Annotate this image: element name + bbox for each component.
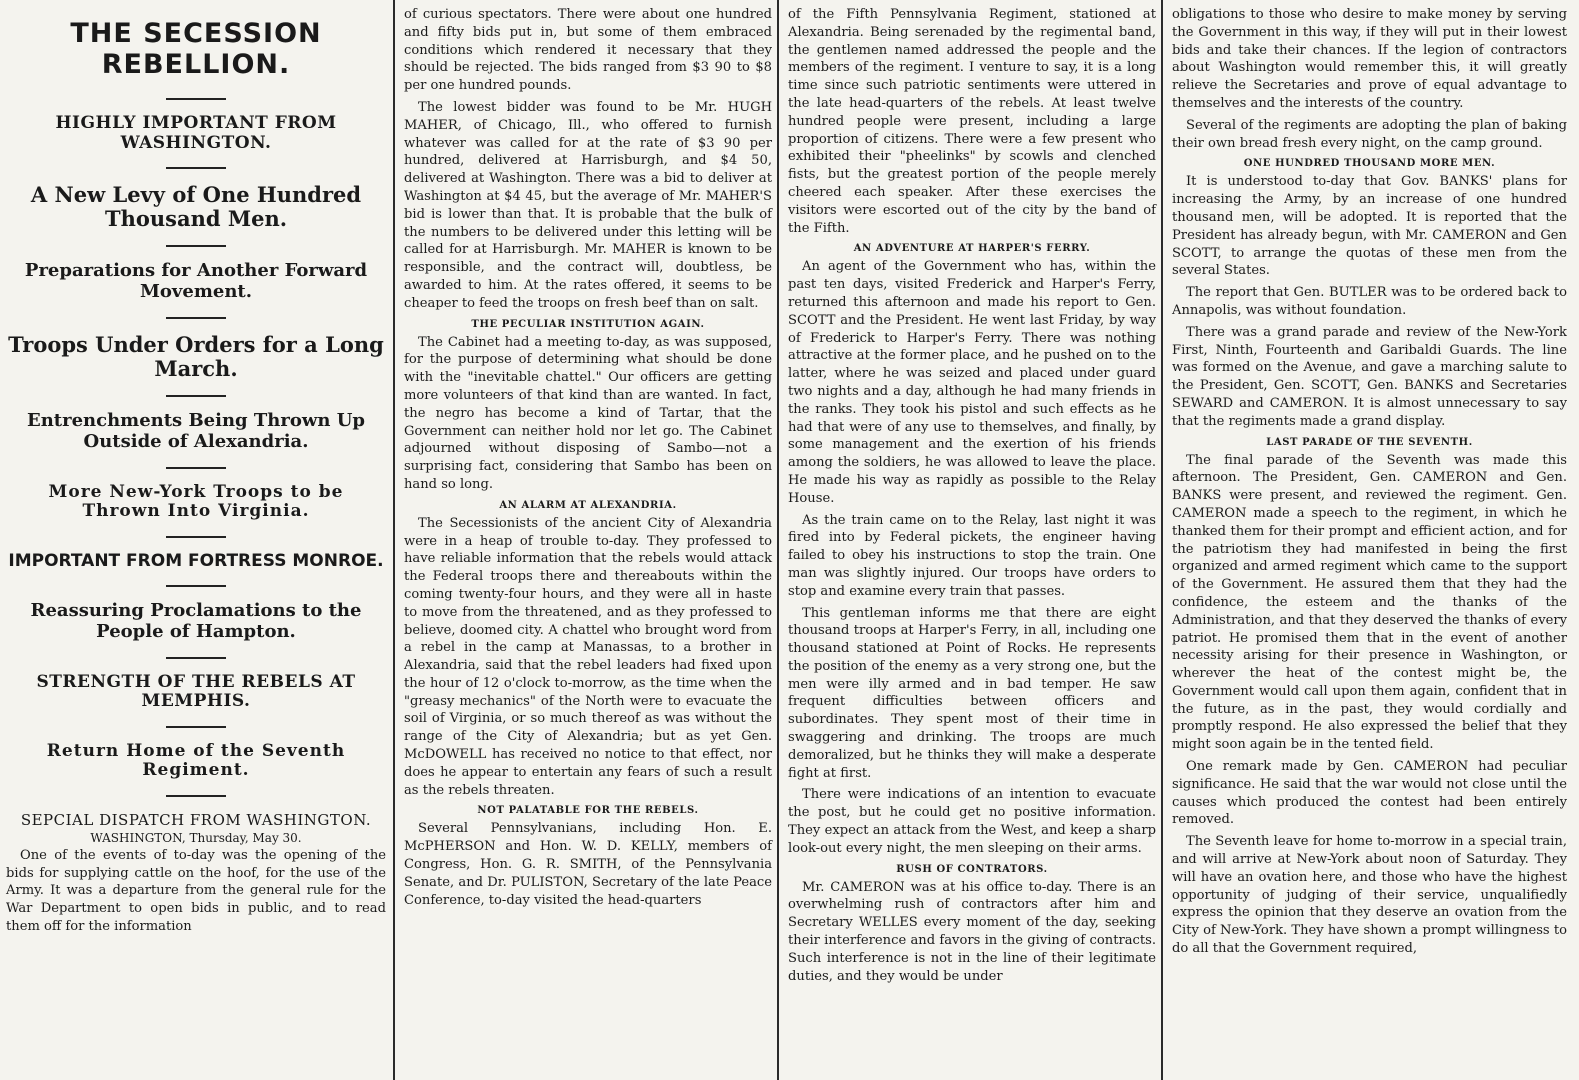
deck-headline: Preparations for Another Forward Movement.	[24, 260, 368, 303]
section-subheading: AN ALARM AT ALEXANDRIA.	[499, 499, 677, 511]
article-paragraph: It is understood to-day that Gov. BANKS' plans for increasing the Army, by an increase of one hundred thousand men, will be adopted. It is reported that the President has already begun, with Mr. CAMERON and Gen SCOTT, to arrange the quotas of these men from the several States.	[1172, 174, 1567, 279]
column-4	[1166, 0, 1571, 1080]
article-paragraph: The final parade of the Seventh was made this afternoon. The President, Gen. CAMERON and Gen. BANKS were present, and reviewed the regiment. Gen. CAMERON made a speech to the regiment, in which he thanked them for their prompt and efficient action, and for the patriotism they had manifested in being the first organized and armed regiment which came to the support of the Government. He assured them that they had the confidence, the esteem and the thanks of the Administration, and that they deserved the thanks of every patriot. He promised them that in the event of another necessity arising for their presence in Washington, or wherever the heat of the contest might be, the Government would call upon them again, confident that in the future, as in the past, they would cordially and promptly respond. He also expressed the belief that they might soon again be in the tented field.	[1172, 452, 1567, 753]
deck-headline: Reassuring Proclamations to the People of Hampton.	[30, 600, 362, 642]
article-paragraph: There were indications of an intention to evacuate the post, but he could get no positive information. They expect an attack from the West, and keep a sharp look-out every night, the men sleeping on their arms.	[788, 787, 1156, 856]
column-rule	[777, 0, 779, 1080]
article-paragraph: There was a grand parade and review of the New-York First, Ninth, Fourteenth and Garibaldi Guards. The line was formed on the Avenue, and gave a marching salute to the President, Gen. SCOTT, Gen. BANKS and Secretaries SEWARD and CAMERON. It is almost unnecessary to say that the regiments made a grand display.	[1172, 324, 1567, 429]
article-paragraph: obligations to those who desire to make money by serving the Government in this way, if they will put in their lowest bids and take their chances. If the legion of contractors about Washington would remember this, it will greatly relieve the Secretaries and prove of equal advantage to themselves and the interests of the country.	[1172, 7, 1567, 111]
divider	[166, 245, 226, 247]
divider	[166, 395, 226, 397]
article-paragraph: The report that Gen. BUTLER was to be ordered back to Annapolis, was without foundation.	[1172, 285, 1567, 318]
column-rule	[393, 0, 395, 1080]
dateline: WASHINGTON, Thursday, May 30.	[90, 830, 302, 845]
divider	[166, 317, 226, 319]
divider	[166, 795, 226, 797]
section-subheading: LAST PARADE OF THE SEVENTH.	[1266, 436, 1473, 448]
divider	[166, 536, 226, 538]
section-subheading: AN ADVENTURE AT HARPER'S FERRY.	[853, 243, 1091, 255]
section-subheading: THE PECULIAR INSTITUTION AGAIN.	[471, 318, 705, 330]
article-paragraph: One of the events of to-day was the opening of the bids for supplying cattle on the hoof, for the use of the Army. It was a departure from the general rule for the War Department to open bids in public, and to read them off for the information	[6, 847, 386, 934]
deck-headline: Troops Under Orders for a Long March.	[8, 331, 384, 381]
section-subheading: NOT PALATABLE FOR THE REBELS.	[477, 805, 699, 817]
article-paragraph: of the Fifth Pennsylvania Regiment, stationed at Alexandria. Being serenaded by the regimental band, the gentlemen named addressed the people and the members of the regiment. I venture to say, it is a long time since such patriotic sentiments were uttered in the late head-quarters of the rebels. At least twelve hundred people were present, including a large proportion of citizens. There were a few present who exhibited their "pheelinks" by scowls and clenched fists, but the greatest portion of the people merely cheered each speaker. After these exercises the visitors were escorted out of the city by the band of the Fifth.	[788, 7, 1156, 236]
article-paragraph: This gentleman informs me that there are eight thousand troops at Harper's Ferry, in all, including one thousand stationed at Point of Rocks. He represents the position of the enemy as a very strong one, but the men were illy armed and in bad temper. He saw frequent difficulties between officers and subordinates. They spent most of their time in swaggering and drinking. The troops are much demoralized, but he thinks they will make a desperate fight at first.	[788, 605, 1156, 781]
article-paragraph: An agent of the Government who has, within the past ten days, visited Frederick and Harper's Ferry, returned this afternoon and made his report to Gen. SCOTT and the President. He went last Friday, by way of Frederick to Harper's Ferry. There was nothing attractive at the former place, and he pushed on to the latter, where he was seized and placed under guard two nights and a day, although he had many friends in the ranks. They took his pistol and such effects as he had that were of any use to themselves, and finally, by some management and the exertion of his friends among the soldiers, he was allowed to leave the place. He made his way as rapidly as possible to the Relay House.	[788, 259, 1156, 506]
article-paragraph: Several of the regiments are adopting the plan of baking their own bread fresh every night, on the camp ground.	[1172, 117, 1567, 151]
article-paragraph: The Cabinet had a meeting to-day, as was supposed, for the purpose of determining what should be done with the "inevitable chattel." Our officers are getting more volunteers of that kind than are wanted. In fact, the negro has become a kind of Tartar, that the Government can neither hold nor let go. The Cabinet adjourned without disposing of Sambo—not a surprising fact, considering that Sambo has been on hand so long.	[404, 334, 772, 492]
deck-headline: Return Home of the Seventh Regiment.	[46, 740, 346, 781]
article-paragraph: One remark made by Gen. CAMERON had peculiar significance. He said that the war would not close until the causes which produced the contest had been entirely removed.	[1172, 759, 1567, 828]
column-rule	[1161, 0, 1163, 1080]
section-subheading: RUSH OF CONTRATORS.	[896, 863, 1048, 875]
article-paragraph: The Seventh leave for home to-morrow in a special train, and will arrive at New-York about noon of Saturday. They will have an ovation here, and those who have the highest opportunity of judging of their service, unqualifiedly express the opinion that they deserve an ovation from the City of New-York. They have shown a prompt willingness to do all that the Government required,	[1172, 834, 1567, 957]
section-subheading: ONE HUNDRED THOUSAND MORE MEN.	[1243, 158, 1496, 170]
divider	[166, 98, 226, 100]
article-paragraph: As the train came on to the Relay, last night it was fired into by Federal pickets, the engineer having failed to obey his instructions to stop the train. One man was slightly injured. Our troops have orders to stop and examine every train that passes.	[788, 512, 1156, 599]
deck-headline: More New-York Troops to be Thrown Into Virginia.	[48, 481, 344, 522]
divider	[166, 726, 226, 728]
article-paragraph: Mr. CAMERON was at his office to-day. There is an overwhelming rush of contractors after him and Secretary WELLES every moment of the day, seeking their interference and favors in the giving of contracts. Such interference is not in the line of their legitimate duties, and they would be under	[788, 879, 1156, 984]
article-paragraph: The lowest bidder was found to be Mr. HUGH MAHER, of Chicago, Ill., who offered to furnish whatever was called for at the rate of $3 90 per hundred, delivered at Harrisburgh, and $4 50, delivered at Washington. There was a bid to deliver at Washington at $4 45, but the average of Mr. MAHER'S bid is lower than that. It is probable that the bulk of the numbers to be delivered under this letting will be called for at Harrisburgh. Mr. MAHER is known to be responsible, and the contract will, doubtless, be awarded to him. At the rates offered, it seems to be cheaper to feed the troops on fresh beef than on salt.	[404, 99, 772, 311]
column-1	[0, 0, 392, 1080]
column-2	[398, 0, 776, 1080]
main-headline: THE SECESSION REBELLION.	[70, 18, 322, 81]
divider	[166, 167, 226, 169]
column-3	[782, 0, 1160, 1080]
divider	[166, 657, 226, 659]
divider	[166, 585, 226, 587]
deck-headline: HIGHLY IMPORTANT FROM WASHINGTON.	[55, 113, 337, 153]
article-paragraph: The Secessionists of the ancient City of Alexandria were in a heap of trouble to-day. They professed to have reliable information that the rebels would attack the Federal troops there and thereabouts within the coming twenty-four hours, and they were all in haste to move from the threatened, and as they professed to believe, doomed city. A chattel who brought word from a rebel in the camp at Manassas, to a brother in Alexandria, said that the rebel leaders had fixed upon the hour of 12 o'clock to-morrow, as the time when the "greasy mechanics" of the North were to evacuate the soil of Virginia, or so much thereof as was without the range of the City of Alexandria; but as yet Gen. McDOWELL has received no notice to that effect, nor does he appear to entertain any fears of such a result as the rebels threaten.	[404, 515, 772, 798]
dispatch-heading: SEPCIAL DISPATCH FROM WASHINGTON.	[20, 810, 372, 829]
article-paragraph: of curious spectators. There were about one hundred and fifty bids put in, but some of them embraced conditions which rendered it necessary that they should be rejected. The bids ranged from $3 90 to $8 per one hundred pounds.	[404, 7, 772, 94]
divider	[166, 467, 226, 469]
deck-headline: A New Levy of One Hundred Thousand Men.	[30, 182, 362, 232]
deck-headline: STRENGTH OF THE REBELS AT MEMPHIS.	[36, 671, 356, 712]
deck-headline: IMPORTANT FROM FORTRESS MONROE.	[8, 550, 384, 571]
article-paragraph: Several Pennsylvanians, including Hon. E. McPHERSON and Hon. W. D. KELLY, members of Congress, Hon. G. R. SMITH, of the Pennsylvania Senate, and Dr. PULISTON, Secretary of the late Peace Conference, to-day visited the head-quarters	[404, 821, 772, 908]
deck-headline: Entrenchments Being Thrown Up Outside of Alexandria.	[26, 410, 366, 452]
